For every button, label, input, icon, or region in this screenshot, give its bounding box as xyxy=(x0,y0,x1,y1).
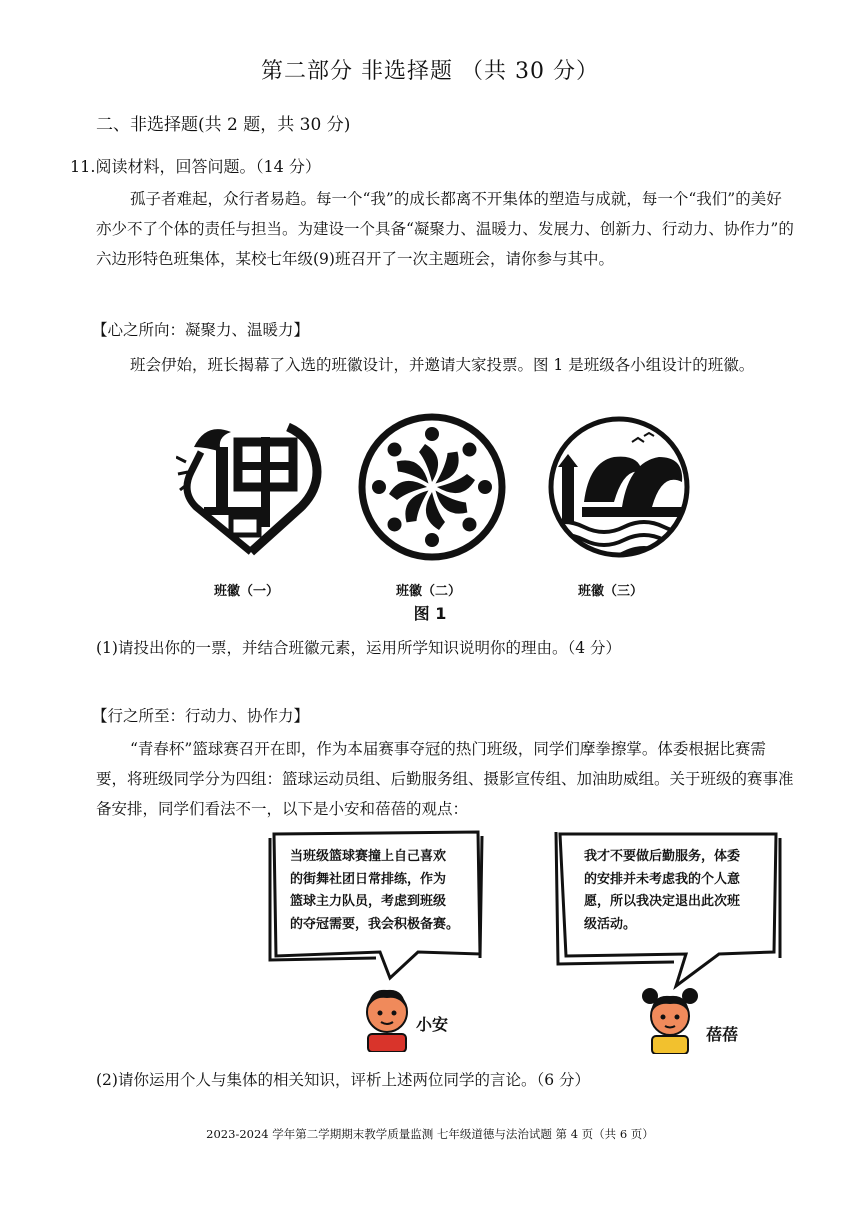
part2-heading: 【行之所至：行动力、协作力】 xyxy=(92,707,310,725)
part2-paragraph: “青春杯”篮球赛召开在即，作为本届赛事夺冠的热门班级，同学们摩拳擦掌。体委根据比赛需要，将班级同学分为四组：篮球运动员组、后勤服务组、摄影宣传组、加油助威组。关于班级的赛事准备安排，同学们看法不一，以下是小安和蓓蓓的观点： xyxy=(96,740,794,818)
emblem-three-caption: 班徽（三） xyxy=(578,584,644,599)
sub-question-1: (1)请投出你的一票，并结合班徽元素，运用所学知识说明你的理由。（4 分） xyxy=(96,639,621,657)
emblem-one-caption: 班徽（一） xyxy=(214,584,280,599)
xiaoan-name: 小安 xyxy=(416,1015,449,1034)
class-emblem-three-icon xyxy=(544,412,694,562)
emblem-two-caption: 班徽（二） xyxy=(396,584,462,599)
xiaoan-speech-text: 当班级篮球赛撞上自己喜欢 的街舞社团日常排练，作为 篮球主力队员，考虑到班级 的夺冠需要，我会积极备赛。 xyxy=(290,849,460,932)
section-heading: 二、非选择题(共 2 题，共 30 分) xyxy=(96,115,351,135)
beibei-name: 蓓蓓 xyxy=(706,1025,739,1044)
beibei-avatar xyxy=(640,984,700,1054)
class-emblem-two-icon xyxy=(357,412,507,562)
part1-heading: 【心之所向：凝聚力、温暖力】 xyxy=(92,321,310,339)
question-11-heading: 11.阅读材料，回答问题。（14 分） xyxy=(70,157,321,176)
page-footer: 2023-2024 学年第二学期期末教学质量监测 七年级道德与法治试题 第 4 页（共 6 页） xyxy=(206,1127,654,1141)
figure-label: 图 1 xyxy=(413,604,447,623)
intro-paragraph: 孤子者难起，众行者易趋。每一个“我”的成长都离不开集体的塑造与成就，每一个“我们”的美好亦少不了个体的责任与担当。为建设一个具备“凝聚力、温暖力、发展力、创新力、行动力、协作力”的六边形特色班集体，某校七年级(9)班召开了一次主题班会，请你参与其中。 xyxy=(96,190,794,268)
xiaoan-avatar xyxy=(360,982,414,1052)
page-title: 第二部分 非选择题 （共 30 分） xyxy=(261,59,599,84)
class-emblem-one-icon xyxy=(176,412,326,562)
part1-paragraph: 班会伊始，班长揭幕了入选的班徽设计，并邀请大家投票。图 1 是班级各小组设计的班徽。 xyxy=(130,356,755,374)
beibei-speech-text: 我才不要做后勤服务，体委 的安排并未考虑我的个人意 愿，所以我决定退出此次班 级活动。 xyxy=(584,849,741,932)
sub-question-2: (2)请你运用个人与集体的相关知识，评析上述两位同学的言论。（6 分） xyxy=(96,1071,590,1089)
